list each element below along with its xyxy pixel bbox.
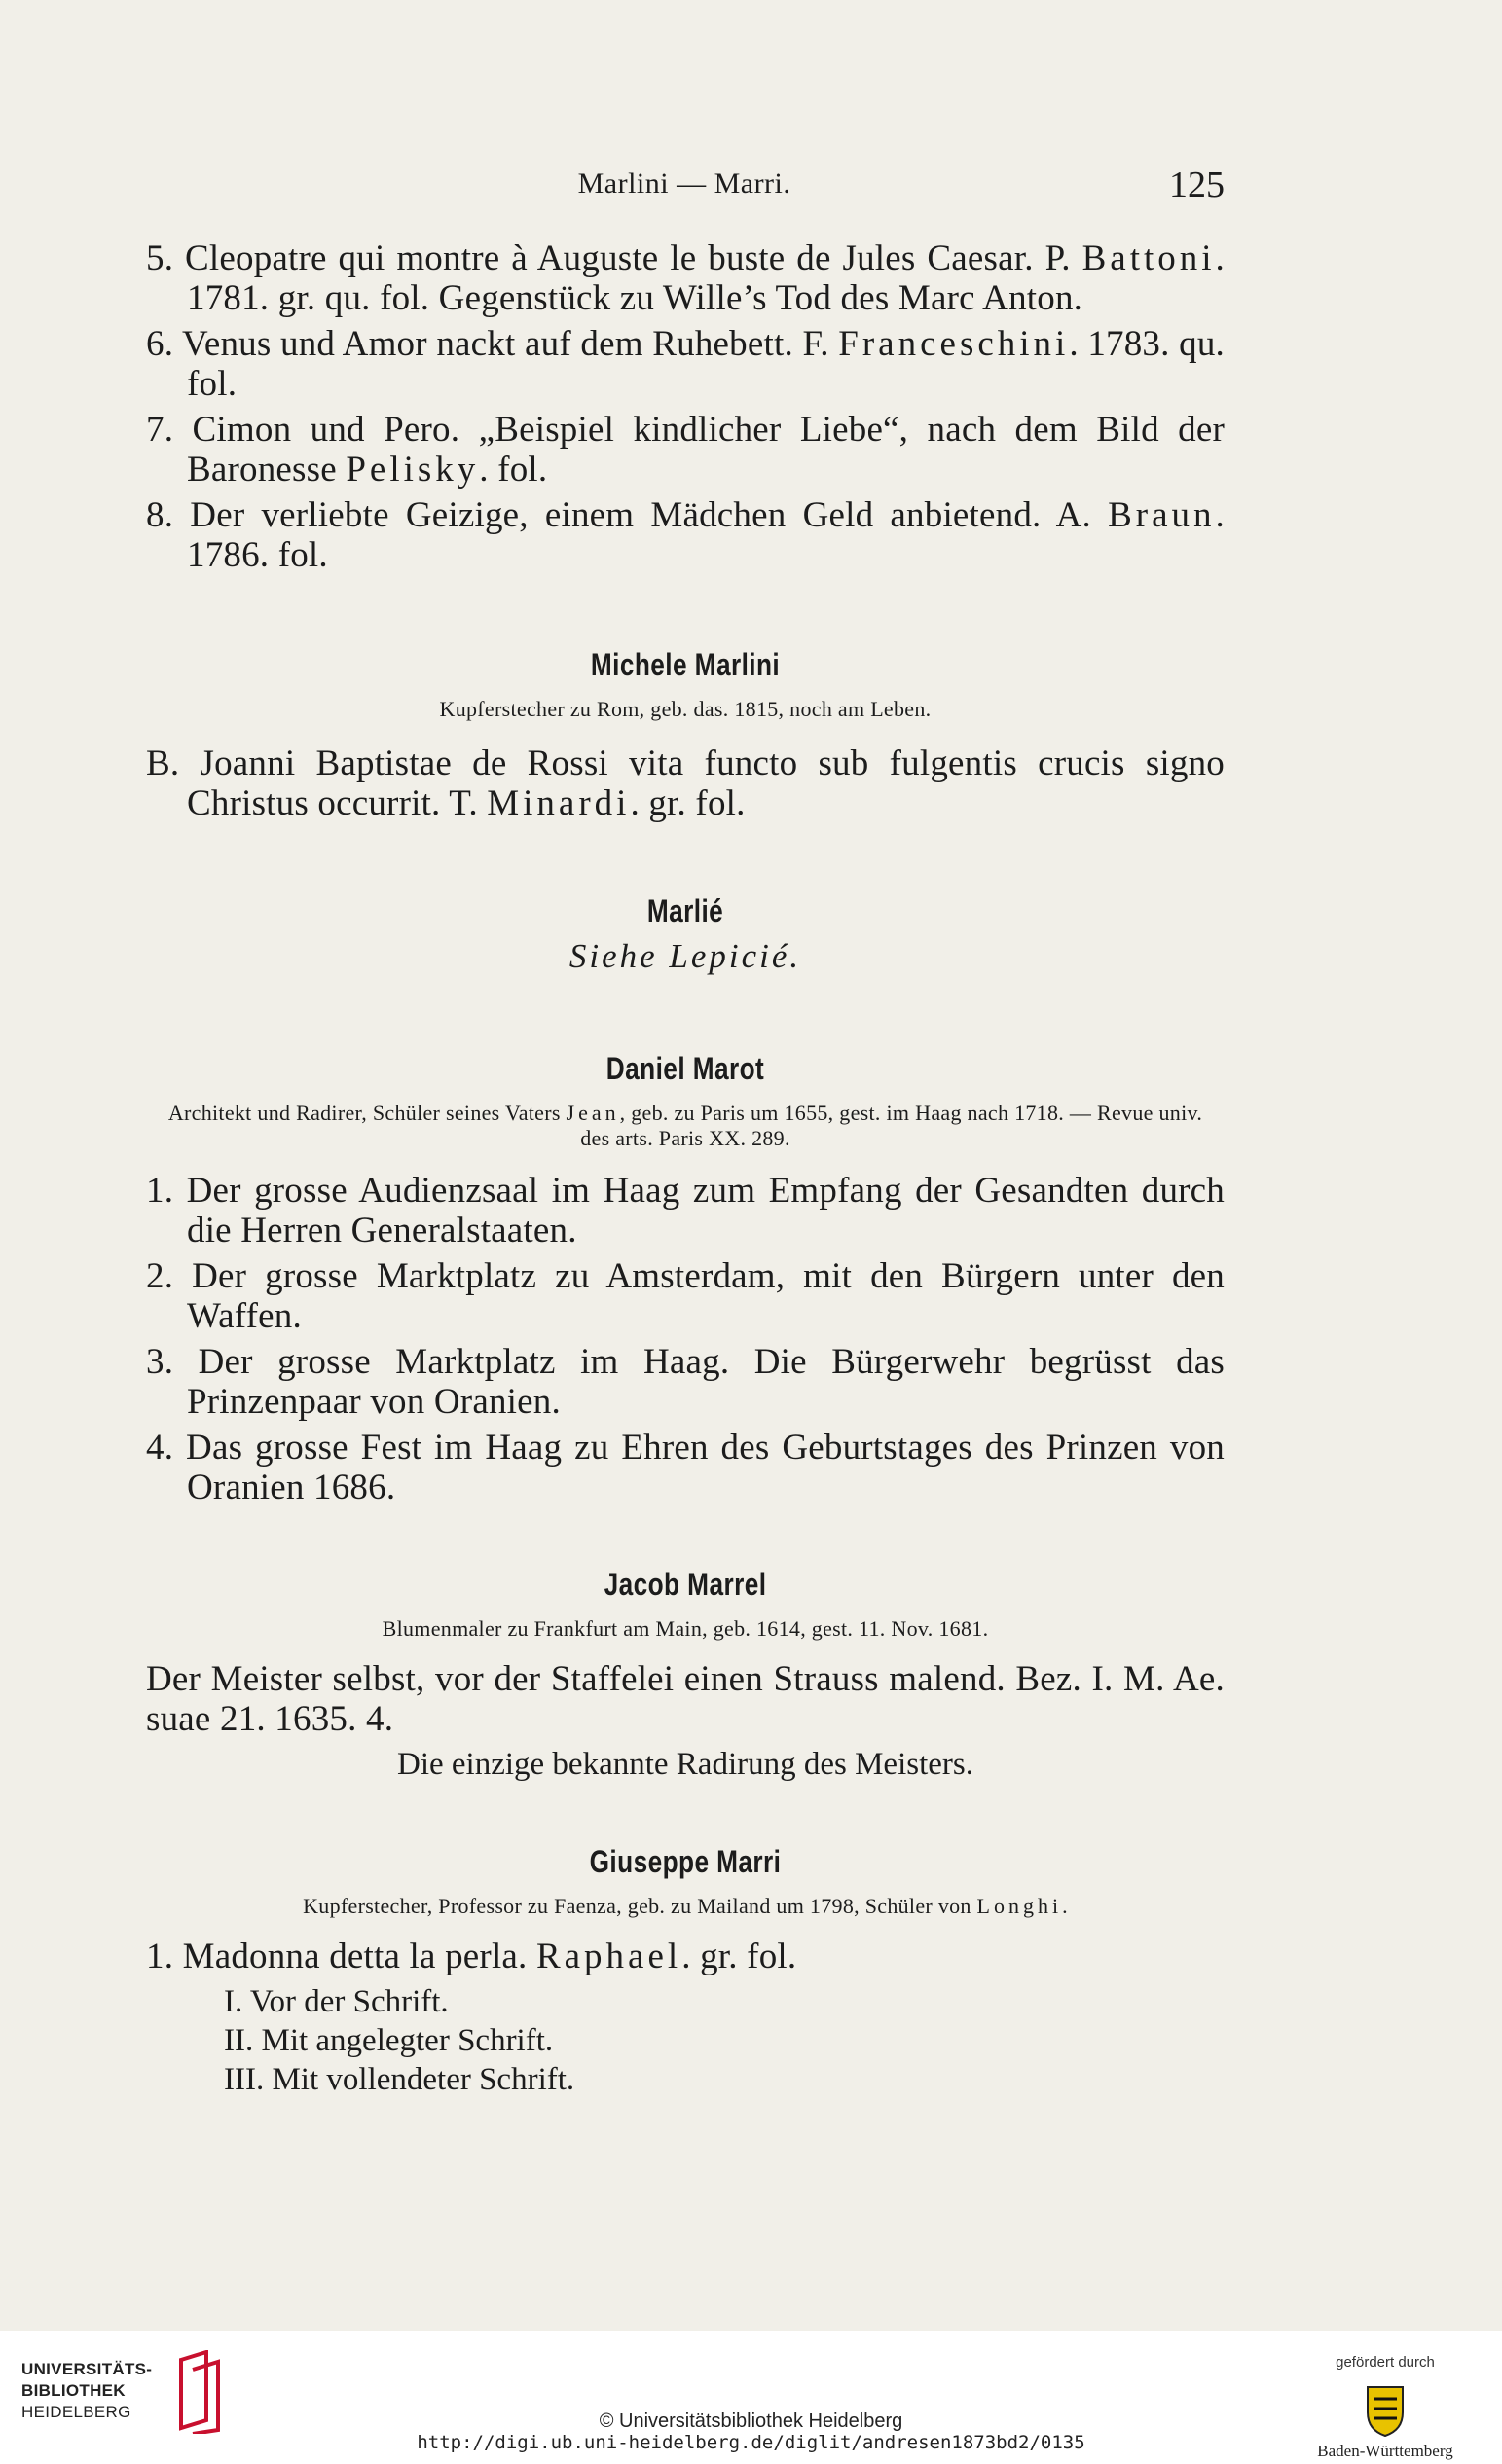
catalog-entry: 8. Der verliebte Geizige, einem Mädchen Geld anbietend. A. Braun. 1786. fol. xyxy=(146,495,1225,575)
section-heading: Jacob Marrel xyxy=(604,1567,767,1602)
sponsor-block[interactable] xyxy=(1288,2352,1483,2459)
state-item: II. Mit angelegter Schrift. xyxy=(224,2023,554,2058)
entries-top xyxy=(146,238,1225,581)
section-heading: Michele Marlini xyxy=(590,647,781,682)
section-marlini xyxy=(146,647,1225,829)
catalog-entry: 1. Der grosse Audienzsaal im Haag zum Empfang der Gesandten durch die Herren Generalstaaten. xyxy=(146,1171,1225,1250)
library-name-line: UNIVERSITÄTS- xyxy=(21,2360,153,2378)
page-number: 125 xyxy=(1169,164,1225,205)
state-item: I. Vor der Schrift. xyxy=(224,1984,449,2019)
section-marri xyxy=(146,1844,1225,2099)
viewer-footer xyxy=(0,2331,1502,2464)
biographical-note: Kupferstecher, Professor zu Faenza, geb. zu Mailand um 1798, Schüler von Longhi. xyxy=(303,1894,1068,1918)
catalog-entry: 5. Cleopatre qui montre à Auguste le buste de Jules Caesar. P. Battoni. 1781. gr. qu. fol. Gegenstück zu Wille’s Tod des Marc Anton. xyxy=(146,238,1225,318)
catalog-entry: Der Meister selbst, vor der Staffelei einen Strauss malend. Bez. I. M. Ae. suae 21. 1635. 4. xyxy=(146,1659,1225,1739)
section-marlie xyxy=(146,893,1225,976)
catalog-entry: 3. Der grosse Marktplatz im Haag. Die Bürgerwehr begrüsst das Prinzenpaar von Oranien. xyxy=(146,1342,1225,1422)
remark: Die einzige bekannte Radirung des Meisters. xyxy=(397,1747,973,1782)
permalink-url[interactable]: http://digi.ub.uni-heidelberg.de/diglit/andresen1873bd2/0135 xyxy=(417,2432,1085,2453)
coat-of-arms-icon xyxy=(1362,2379,1409,2438)
section-heading: Daniel Marot xyxy=(605,1051,765,1086)
biographical-note: Kupferstecher zu Rom, geb. das. 1815, noch am Leben. xyxy=(439,697,932,721)
catalog-entry: 2. Der grosse Marktplatz zu Amsterdam, mit den Bürgern unter den Waffen. xyxy=(146,1256,1225,1336)
copyright-notice: © Universitätsbibliothek Heidelberg xyxy=(599,2410,903,2432)
state-list xyxy=(146,1982,1225,2099)
cross-reference: Siehe Lepicié. xyxy=(568,937,802,975)
catalog-entry: 7. Cimon und Pero. „Beispiel kindlicher Liebe“, nach dem Bild der Baronesse Pelisky. fol. xyxy=(146,410,1225,489)
sponsor-label: gefördert durch xyxy=(1336,2354,1435,2371)
catalog-entry: 1. Madonna detta la perla. Raphael. gr. fol. xyxy=(146,1937,797,1976)
library-name-line: HEIDELBERG xyxy=(21,2403,131,2421)
running-title: Marlini — Marri. xyxy=(577,167,791,199)
biographical-note: Blumenmaler zu Frankfurt am Main, geb. 1614, gest. 11. Nov. 1681. xyxy=(382,1616,989,1641)
catalog-entry: 6. Venus und Amor nackt auf dem Ruhebett. F. Franceschini. 1783. qu. fol. xyxy=(146,324,1225,404)
sponsor-name: Baden-Württemberg xyxy=(1317,2442,1453,2460)
section-marot xyxy=(146,1051,1225,1513)
running-header xyxy=(144,163,1225,206)
catalog-entry: 4. Das grosse Fest im Haag zu Ehren des Geburtstages des Prinzen von Oranien 1686. xyxy=(146,1428,1225,1507)
section-heading: Giuseppe Marri xyxy=(589,1844,782,1879)
section-heading: Marlié xyxy=(646,893,724,928)
biographical-note: Architekt und Radirer, Schüler seines Vaters Jean, geb. zu Paris um 1655, gest. im Haag nach 1718. — Revue univ. des arts. Paris XX. 289. xyxy=(167,1101,1203,1150)
library-name-line: BIBLIOTHEK xyxy=(21,2381,126,2400)
catalog-entry: B. Joanni Baptistae de Rossi vita functo sub fulgentis crucis signo Christus occurrit. T. Minardi. gr. fol. xyxy=(146,743,1225,823)
state-item: III. Mit vollendeter Schrift. xyxy=(224,2062,575,2097)
section-marrel xyxy=(146,1567,1225,1784)
